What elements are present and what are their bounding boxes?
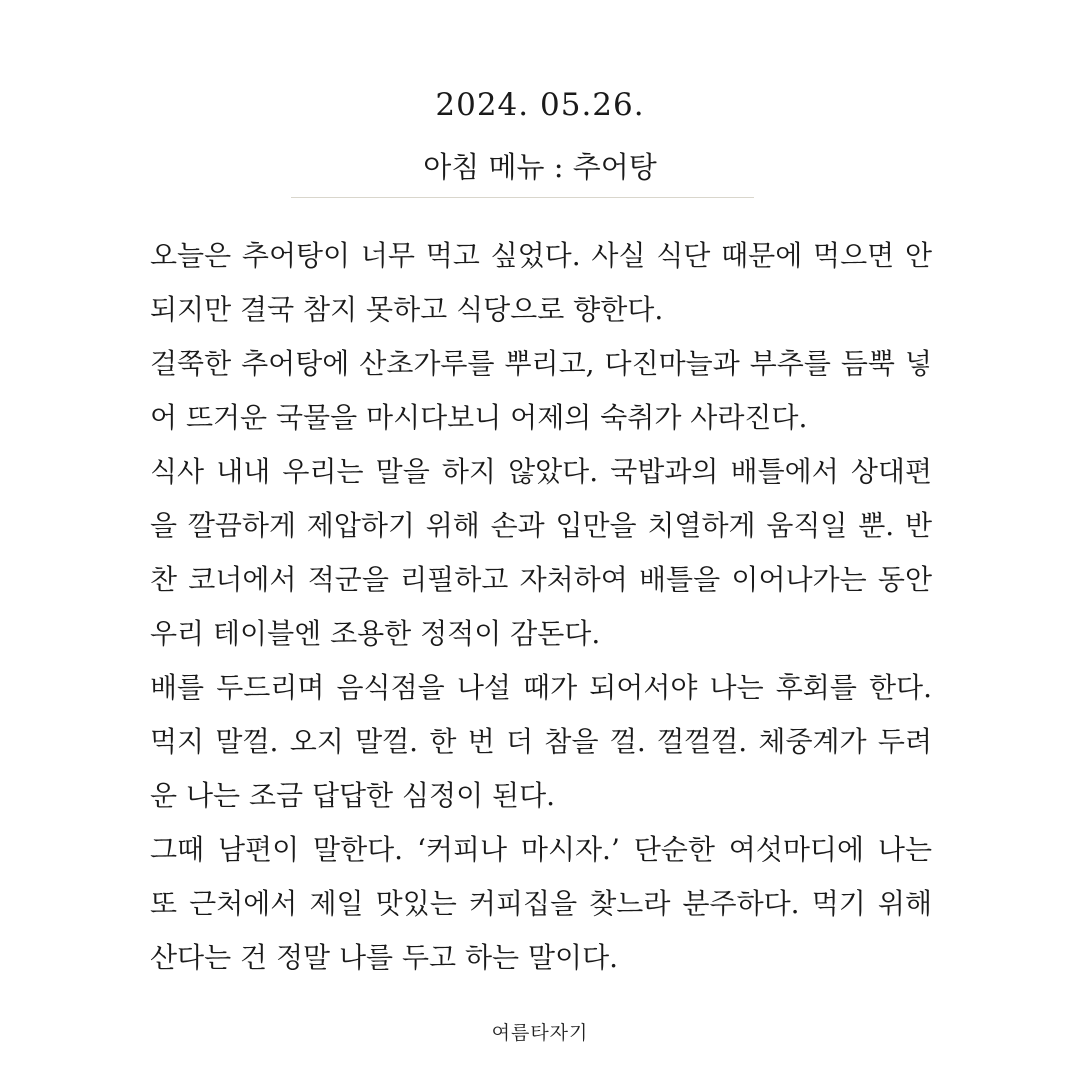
paragraph: 식사 내내 우리는 말을 하지 않았다. 국밥과의 배틀에서 상대편을 깔끔하게 제압하기 위해 손과 입만을 치열하게 움직일 뿐. 반찬 코너에서 적군을 리필하고 자처하여 배틀을 이어나가는 동안 우리 테이블엔 조용한 정적이 감돈다. <box>150 455 932 650</box>
menu-heading: 아침 메뉴 : 추어탕 <box>423 150 657 184</box>
paragraph: 그때 남편이 말한다. ‘커피나 마시자.’ 단순한 여섯마디에 나는 또 근처에서 제일 맛있는 커피집을 찾느라 분주하다. 먹기 위해 산다는 건 정말 나를 두고 하는 말이다. <box>150 833 932 974</box>
paragraph: 오늘은 추어탕이 너무 먹고 싶었다. 사실 식단 때문에 먹으면 안되지만 결국 참지 못하고 식당으로 향한다. <box>150 239 932 326</box>
divider <box>291 197 754 198</box>
date-heading: 2024. 05.26. <box>435 87 645 123</box>
paragraph: 배를 두드리며 음식점을 나설 때가 되어서야 나는 후회를 한다. 먹지 말껄. 오지 말껄. 한 번 더 참을 껄. 껄껄껄. 체중계가 두려운 나는 조금 답답한 심정이 된다. <box>150 671 932 812</box>
paragraph: 걸쭉한 추어탕에 산초가루를 뿌리고, 다진마늘과 부추를 듬뿍 넣어 뜨거운 국물을 마시다보니 어제의 숙취가 사라진다. <box>150 347 932 434</box>
diary-body <box>150 229 932 985</box>
header <box>0 80 1080 192</box>
author-signature: 여름타자기 <box>491 1022 589 1044</box>
